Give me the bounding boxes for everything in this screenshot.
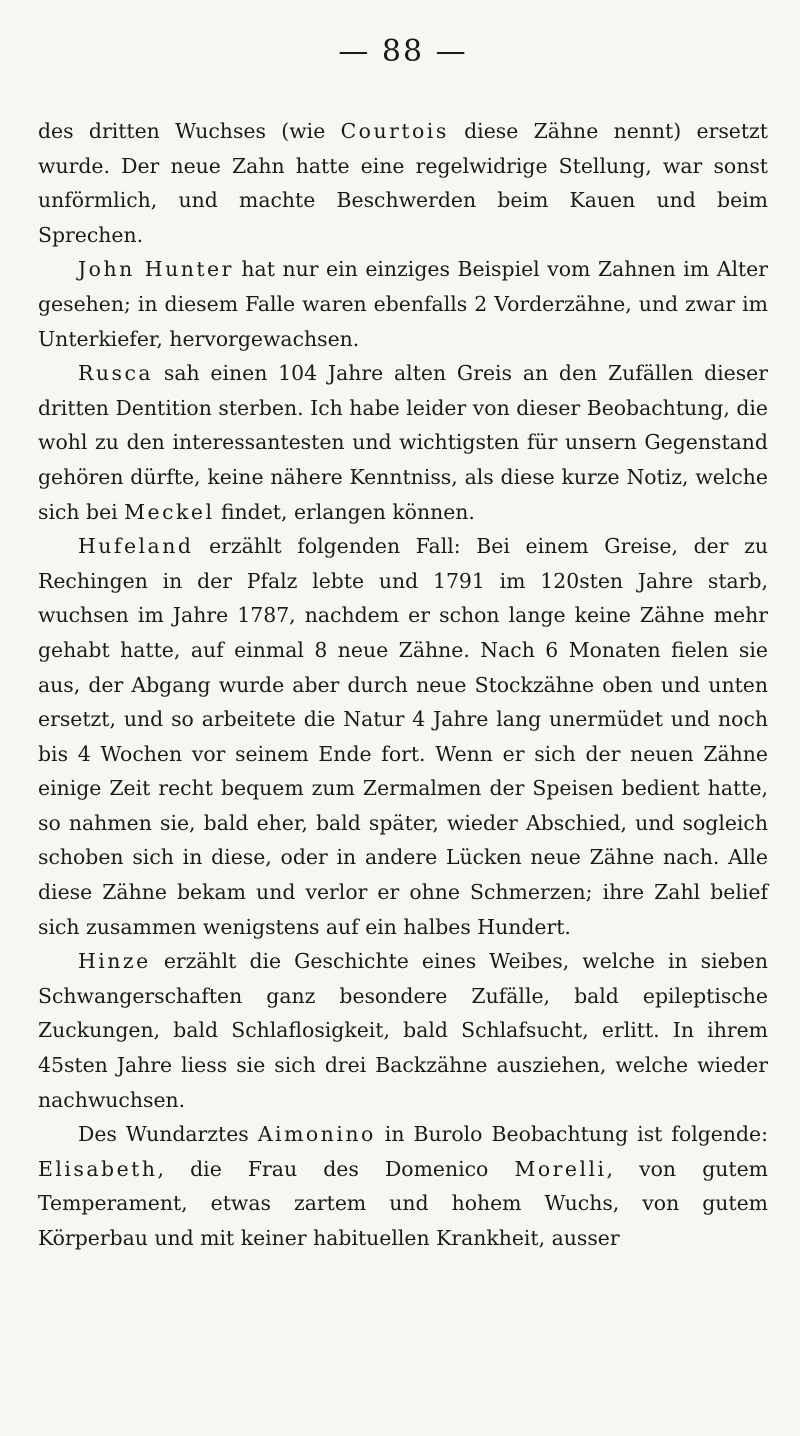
text-run: des dritten Wuchses (wie: [38, 119, 341, 143]
book-page: [38, 32, 768, 1256]
text-run: Des Wundarztes: [78, 1122, 258, 1147]
author-name: Meckel: [124, 499, 215, 524]
paragraph: [38, 1117, 768, 1255]
paragraph: [38, 356, 768, 529]
text-run: , von gutem Temperament, etwas zartem und hohem Wuchs, von gutem Körperbau und mit keiner habituellen Krankheit, ausser: [38, 1156, 768, 1250]
author-name: Aimonino: [257, 1122, 376, 1147]
text-run: hat nur ein einziges Beispiel vom Zahnen im Alter gesehen; in diesem Falle waren ebenfalls 2 Vorderzähne, und zwar im Unterkiefer, hervorgewachsen.: [38, 257, 768, 351]
author-name: Hinze: [78, 949, 151, 974]
text-run: erzählt die Geschichte eines Weibes, welche in sieben Schwangerschaften ganz besondere Zufälle, bald epileptische Zuckungen, bald Schlaflosigkeit, bald Schlafsucht, erlitt. In ihrem 45sten Jahre liess sie sich drei Backzähne ausziehen, welche wieder nachwuchsen.: [38, 949, 768, 1112]
paragraph: [38, 944, 768, 1117]
text-run: in Burolo Beobachtung ist folgende:: [375, 1122, 768, 1147]
author-name: Courtois: [340, 119, 449, 143]
paragraph: [38, 114, 768, 252]
text-run: erzählt folgenden Fall: Bei einem Greise, der zu Rechingen in der Pfalz lebte und 1791 im 120sten Jahre starb, wuchsen im Jahre 1787, nachdem er schon lange keine Zähne mehr gehabt hatte, auf einmal 8 neue Zähne. Nach 6 Monaten fielen sie aus, der Abgang wurde aber durch neue Stockzähne oben und unten ersetzt, und so arbeitete die Natur 4 Jahre lang unermüdet und noch bis 4 Wochen vor seinem Ende fort. Wenn er sich der neuen Zähne einige Zeit recht bequem zum Zermalmen der Speisen bedient hatte, so nahmen sie, bald eher, bald später, wieder Abschied, und sogleich schoben sich in diese, oder in andere Lücken neue Zähne nach. Alle diese Zähne bekam und verlor er ohne Schmerzen; ihre Zahl belief sich zusammen wenigstens auf ein halbes Hundert.: [38, 534, 768, 939]
author-name: Rusca: [78, 361, 154, 386]
author-name: John Hunter: [78, 257, 234, 282]
person-name: Morelli: [514, 1156, 607, 1181]
text-run: diese Zähne nennt) ersetzt wurde. Der neue Zahn hatte eine regelwidrige Stellung, war sonst unförmlich, und machte Beschwerden beim Kauen und beim Sprechen.: [38, 119, 768, 247]
author-name: Hufeland: [78, 534, 194, 559]
paragraph: [38, 252, 768, 356]
body-text: [38, 114, 768, 1256]
person-name: Elisabeth: [38, 1156, 158, 1181]
paragraph: [38, 529, 768, 944]
page-number: — 88 —: [338, 34, 468, 69]
text-run: sah einen 104 Jahre alten Greis an den Zufällen dieser dritten Dentition sterben. Ich habe leider von dieser Beobachtung, die wohl zu den interessantesten und wichtigsten für unsern Gegenstand gehören dürfte, keine nähere Kenntniss, als diese kurze Notiz, welche sich bei: [38, 361, 768, 524]
text-run: findet, erlangen können.: [214, 499, 475, 524]
text-run: , die Frau des Domenico: [157, 1156, 515, 1181]
